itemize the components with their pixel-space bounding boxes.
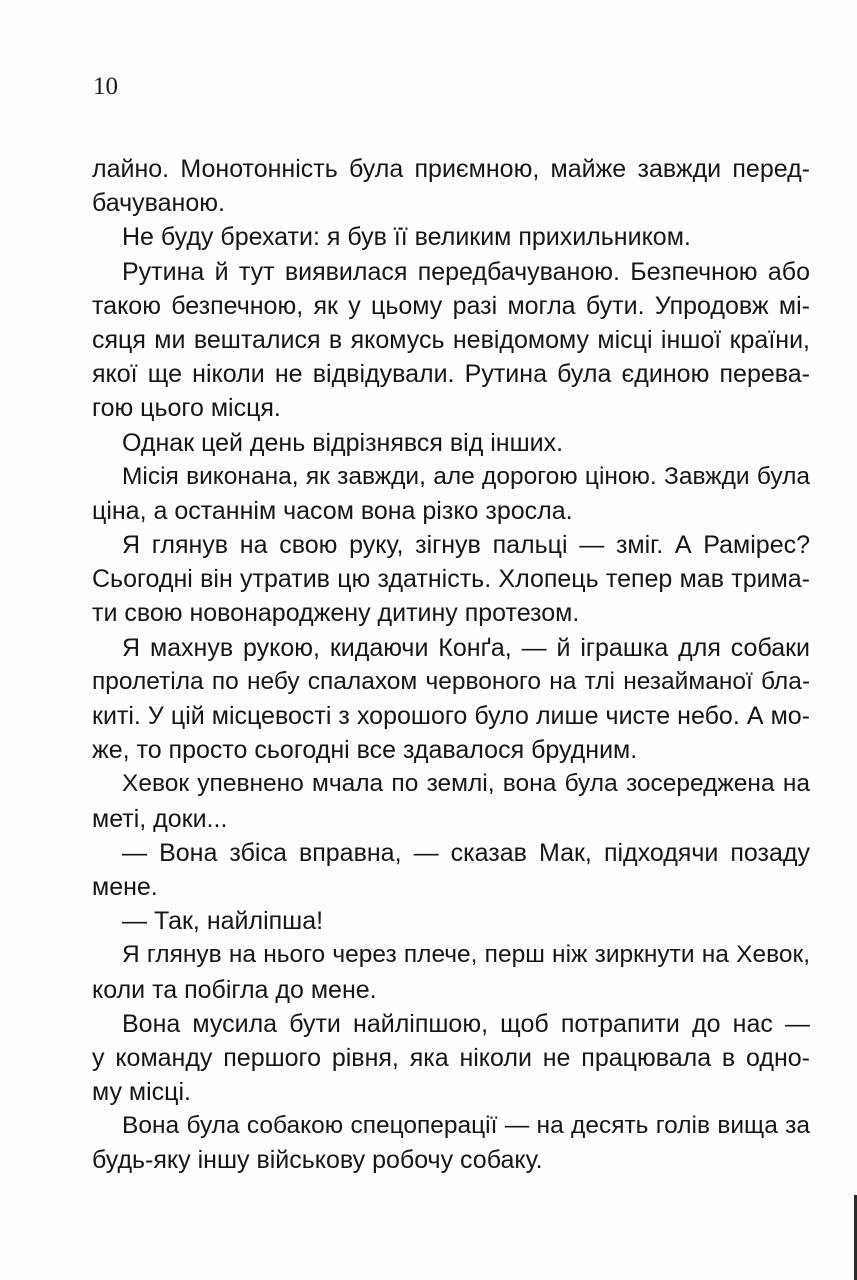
text-line: такою безпечною, як у цьому разі могла бути. Упродовж мі- (92, 291, 810, 320)
text-line: ти свою новонароджену дитину протезом. (92, 599, 580, 628)
text-line: Однак цей день відрізнявся від інших. (122, 428, 564, 457)
text-line: Місія виконана, як завжди, але дорогою ціною. Завжди була (122, 462, 810, 490)
text-line: сяця ми вешталися в якомусь невідомому місці іншої країни, (92, 325, 810, 354)
text-line: Я глянув на свою руку, зігнув пальці — зміг. А Рамірес? (122, 531, 810, 560)
text-line: ціна, а останнім часом вона різко зросла. (92, 496, 573, 525)
text-line: пролетіла по небу спалахом червоного на тлі незайманої бла- (92, 667, 810, 695)
text-line: коли та побігла до мене. (92, 975, 377, 1004)
text-line: Я махнув рукою, кидаючи Конґа, — й іграшка для собаки (122, 633, 810, 662)
text-line: — Так, найліпша! (122, 907, 324, 936)
text-line: Вона мусила бути найліпшою, щоб потрапити до нас — (122, 1009, 810, 1038)
text-line: Хевок упевнено мчала по землі, вона була зосереджена на (122, 770, 810, 798)
text-line: Рутина й тут виявилася передбачуваною. Безпечною або (122, 257, 810, 286)
text-line: Я глянув на нього через плече, перш ніж зиркнути на Хевок, (122, 941, 810, 969)
text-line: — Вона збіса вправна, — сказав Мак, підходячи позаду (122, 838, 810, 867)
text-line: будь-яку іншу військову робочу собаку. (92, 1146, 543, 1175)
text-line: киті. У цій місцевості з хорошого було лише чисте небо. А мо- (92, 702, 810, 730)
text-line: лайно. Монотонність була приємною, майже завжди перед- (92, 155, 810, 183)
page-number: 10 (93, 73, 118, 100)
text-line: же, то просто сьогодні все здавалося брудним. (92, 736, 638, 765)
text-line: меті, доки... (92, 804, 228, 833)
body-text (92, 152, 810, 1178)
text-line: Не буду брехати: я був її великим прихильником. (122, 223, 691, 252)
text-line: гою цього місця. (92, 394, 281, 423)
text-line: якої ще ніколи не відвідували. Рутина була єдиною перева- (92, 360, 810, 389)
text-line: бачуваною. (92, 189, 225, 218)
text-line: Вона була собакою спецоперації — на десять голів вища за (122, 1112, 810, 1140)
text-line: у команду першого рівня, яка ніколи не працювала в одно- (92, 1043, 810, 1072)
text-line: му місці. (92, 1078, 191, 1107)
text-line: Сьогодні він утратив цю здатність. Хлопець тепер мав трима- (92, 565, 810, 594)
text-line: мене. (92, 872, 158, 901)
